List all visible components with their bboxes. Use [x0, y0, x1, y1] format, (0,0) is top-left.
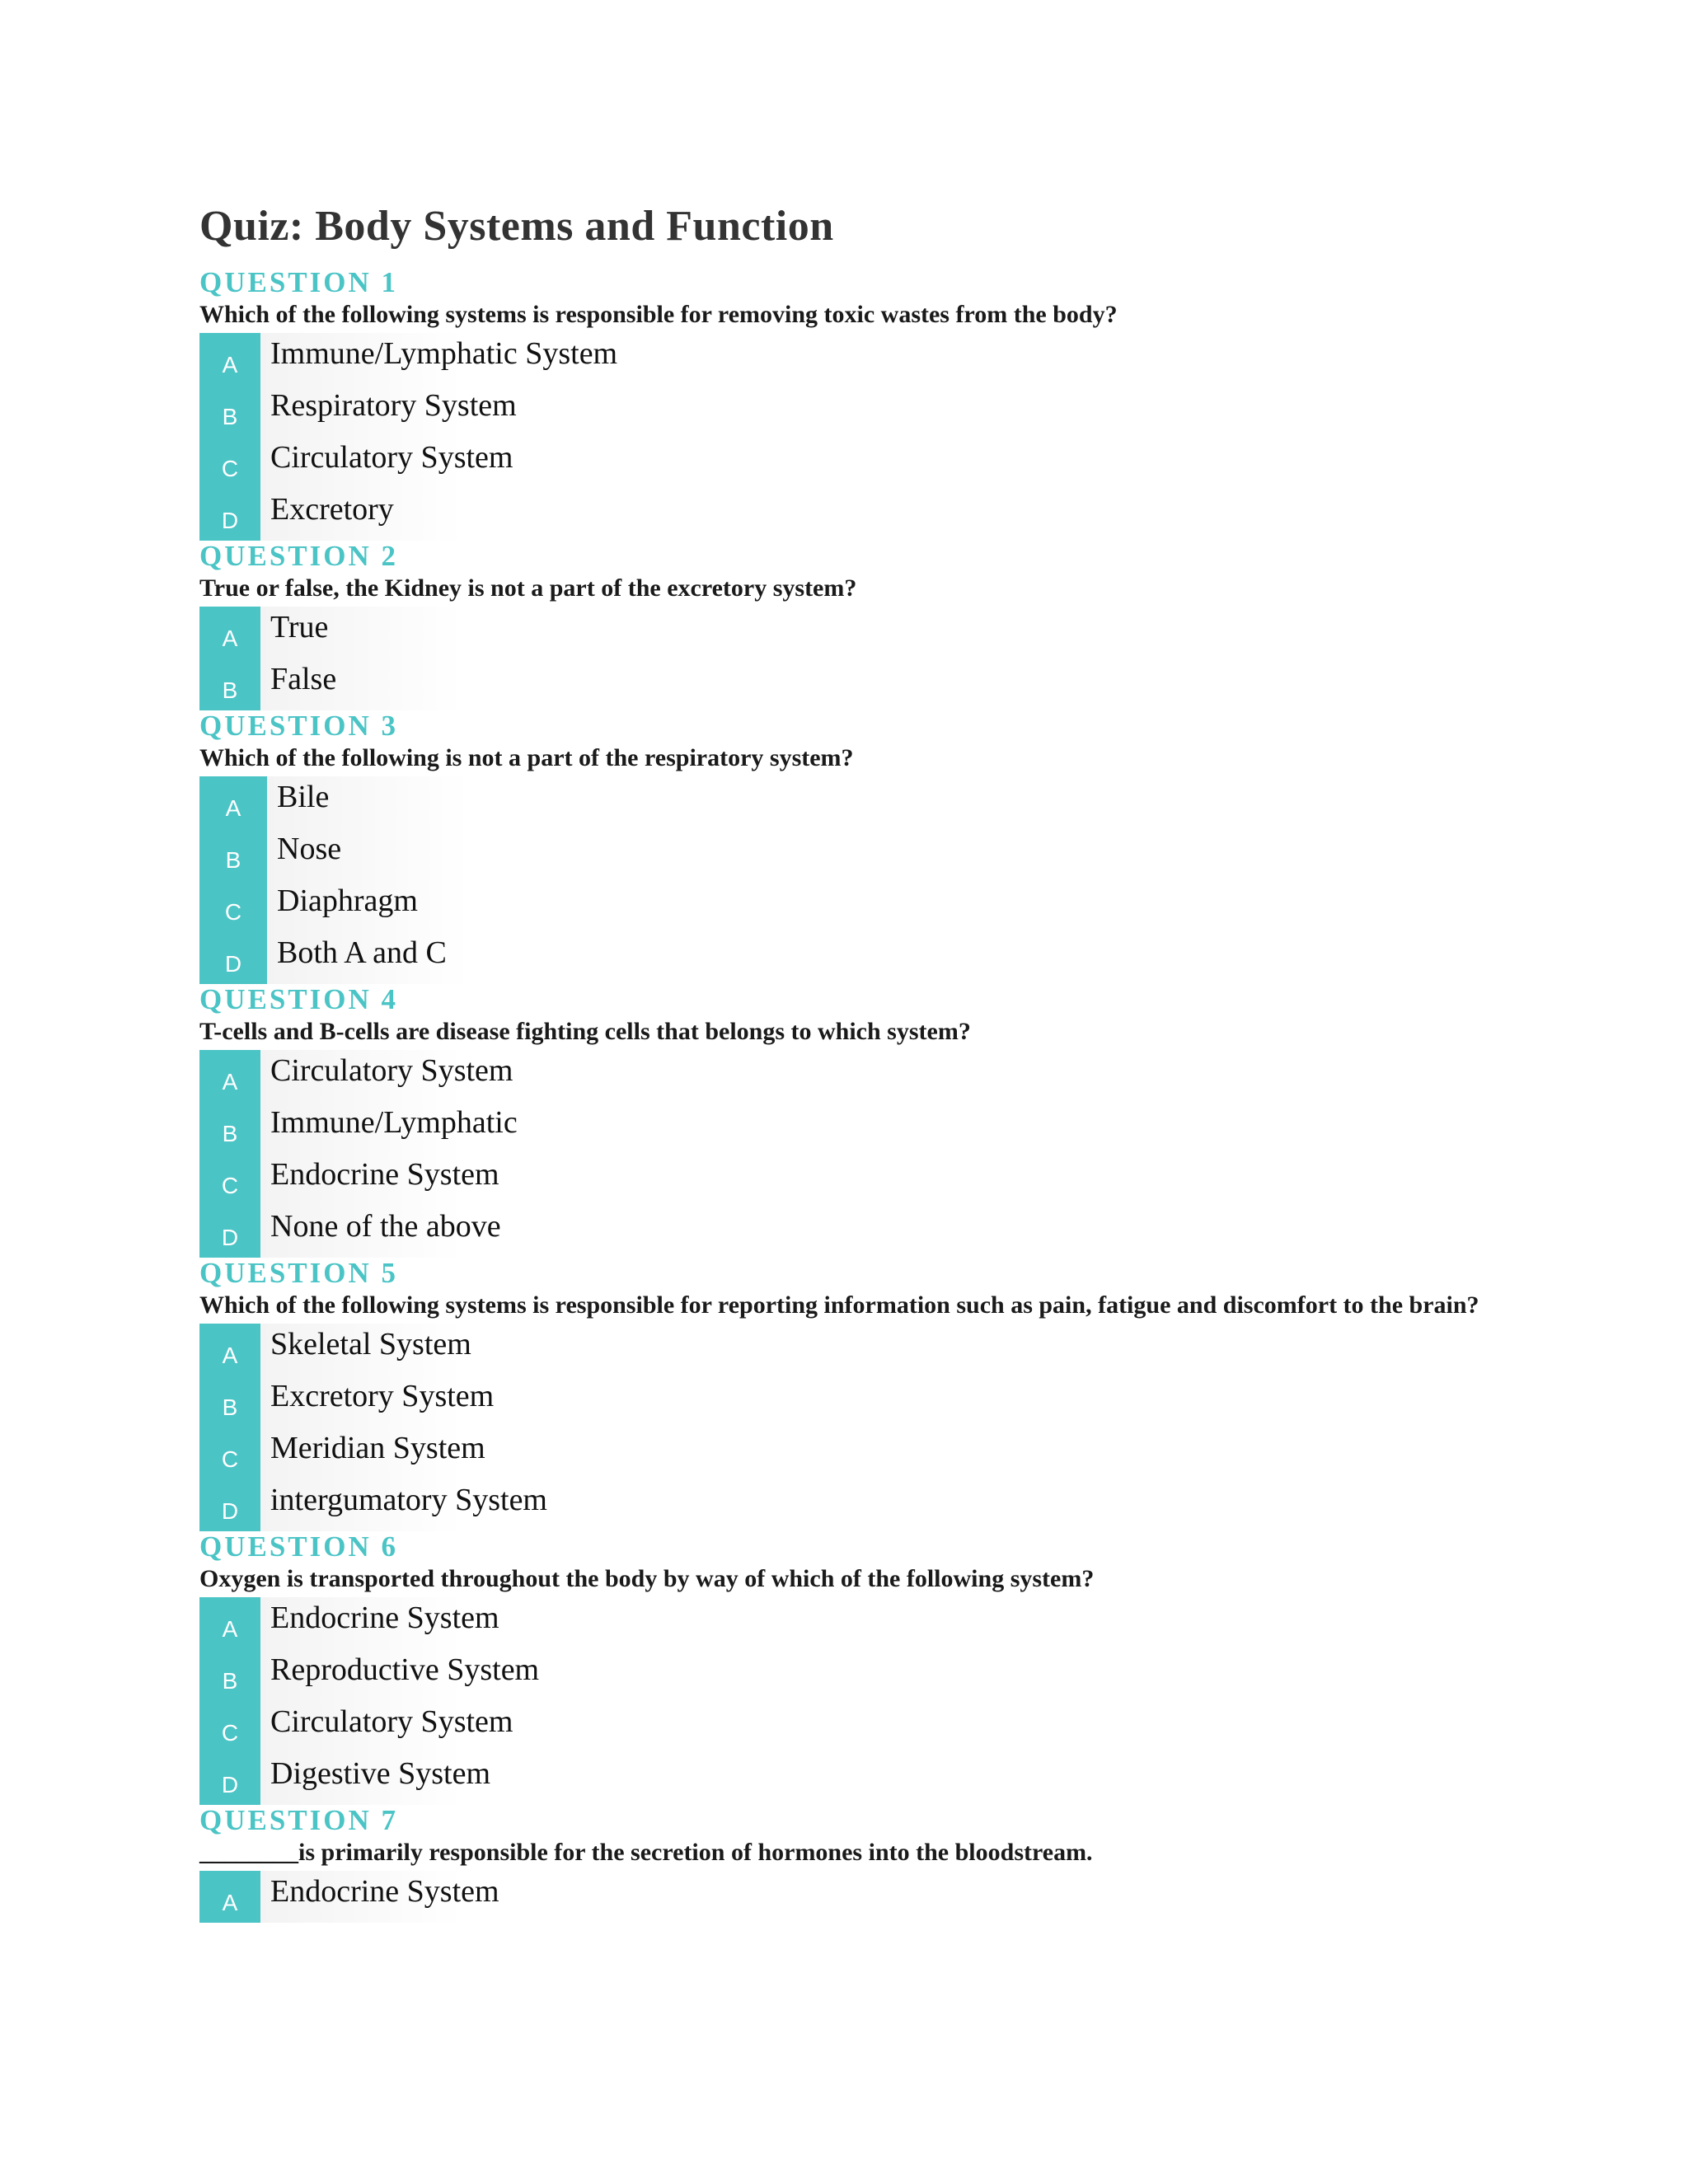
options-list	[199, 333, 1485, 541]
question-heading: QUESTION 3	[199, 710, 399, 742]
option-letter[interactable]: B	[199, 1649, 260, 1701]
options-list	[199, 776, 1485, 984]
question-heading: QUESTION 5	[199, 1257, 399, 1289]
option-letter[interactable]: B	[199, 385, 260, 437]
option-row[interactable]	[199, 658, 1485, 710]
option-text[interactable]: Both A and C	[267, 932, 673, 984]
question-block	[199, 710, 1485, 984]
option-row[interactable]	[199, 1324, 1485, 1376]
option-letter[interactable]: A	[199, 1324, 260, 1376]
option-letter[interactable]: A	[199, 1050, 260, 1102]
option-row[interactable]	[199, 1597, 1485, 1649]
option-text[interactable]: None of the above	[260, 1206, 666, 1258]
option-row[interactable]	[199, 1701, 1485, 1753]
option-letter[interactable]: D	[199, 1753, 260, 1805]
option-letter[interactable]: C	[199, 1154, 260, 1206]
question-block	[199, 984, 1485, 1258]
options-list	[199, 1050, 1485, 1258]
option-letter[interactable]: A	[199, 333, 260, 385]
option-letter[interactable]: A	[199, 1871, 260, 1923]
option-text[interactable]: Diaphragm	[267, 880, 673, 932]
option-text[interactable]: Nose	[267, 828, 673, 880]
option-row[interactable]	[199, 1154, 1485, 1206]
option-text[interactable]: Endocrine System	[260, 1871, 666, 1923]
option-text[interactable]: True	[260, 607, 666, 658]
option-letter[interactable]: B	[199, 828, 267, 880]
option-letter[interactable]: D	[199, 489, 260, 541]
option-row[interactable]	[199, 880, 1485, 932]
question-heading: QUESTION 2	[199, 540, 399, 572]
option-text[interactable]: Excretory	[260, 489, 666, 541]
question-block	[199, 267, 1485, 541]
option-row[interactable]	[199, 1376, 1485, 1427]
option-letter[interactable]: C	[199, 437, 260, 489]
question-heading: QUESTION 7	[199, 1804, 399, 1836]
option-row[interactable]	[199, 1102, 1485, 1154]
option-text[interactable]: Endocrine System	[260, 1597, 666, 1649]
question-heading: QUESTION 6	[199, 1530, 399, 1563]
question-text: T-cells and B-cells are disease fighting cells that belongs to which system?	[199, 1018, 971, 1045]
option-text[interactable]: Bile	[267, 776, 673, 828]
option-text[interactable]: Excretory System	[260, 1376, 666, 1427]
option-letter[interactable]: D	[199, 1206, 260, 1258]
option-row[interactable]	[199, 1753, 1485, 1805]
option-letter[interactable]: B	[199, 1376, 260, 1427]
option-letter[interactable]: D	[199, 1479, 260, 1531]
options-list	[199, 607, 1485, 710]
option-text[interactable]: Skeletal System	[260, 1324, 666, 1376]
option-letter[interactable]: D	[199, 932, 267, 984]
option-text[interactable]: Immune/Lymphatic System	[260, 333, 666, 385]
option-row[interactable]	[199, 1050, 1485, 1102]
option-row[interactable]	[199, 932, 1485, 984]
option-row[interactable]	[199, 333, 1485, 385]
option-text[interactable]: intergumatory System	[260, 1479, 666, 1531]
option-text[interactable]: Meridian System	[260, 1427, 666, 1479]
option-row[interactable]	[199, 1206, 1485, 1258]
option-text[interactable]: Digestive System	[260, 1753, 666, 1805]
option-row[interactable]	[199, 437, 1485, 489]
option-row[interactable]	[199, 1871, 1485, 1923]
question-text: Oxygen is transported throughout the body by way of which of the following system?	[199, 1565, 1095, 1592]
option-letter[interactable]: C	[199, 1427, 260, 1479]
option-text[interactable]: Endocrine System	[260, 1154, 666, 1206]
options-list	[199, 1597, 1485, 1805]
question-text: Which of the following systems is responsible for reporting information such as pain, fatigue and discomfort to the brain?	[199, 1291, 1479, 1319]
option-text[interactable]: Circulatory System	[260, 1701, 666, 1753]
option-row[interactable]	[199, 828, 1485, 880]
option-row[interactable]	[199, 1649, 1485, 1701]
option-letter[interactable]: B	[199, 1102, 260, 1154]
question-text: ________is primarily responsible for the secretion of hormones into the bloodstream.	[199, 1839, 1093, 1866]
option-row[interactable]	[199, 776, 1485, 828]
option-row[interactable]	[199, 1479, 1485, 1531]
option-text[interactable]: Reproductive System	[260, 1649, 666, 1701]
option-letter[interactable]: A	[199, 776, 267, 828]
question-heading: QUESTION 1	[199, 266, 399, 298]
option-text[interactable]: Respiratory System	[260, 385, 666, 437]
option-row[interactable]	[199, 1427, 1485, 1479]
options-list	[199, 1324, 1485, 1531]
question-block	[199, 1805, 1485, 1923]
question-block	[199, 1258, 1485, 1531]
question-text: True or false, the Kidney is not a part of the excretory system?	[199, 574, 857, 602]
question-text: Which of the following is not a part of the respiratory system?	[199, 744, 854, 771]
option-text[interactable]: Circulatory System	[260, 1050, 666, 1102]
options-list	[199, 1871, 1485, 1923]
option-text[interactable]: False	[260, 658, 666, 710]
option-row[interactable]	[199, 385, 1485, 437]
question-block	[199, 1531, 1485, 1805]
quiz-page	[199, 198, 1485, 1923]
question-block	[199, 541, 1485, 710]
page-title: Quiz: Body Systems and Function	[199, 203, 834, 250]
option-text[interactable]: Circulatory System	[260, 437, 666, 489]
option-letter[interactable]: B	[199, 658, 260, 710]
option-text[interactable]: Immune/Lymphatic	[260, 1102, 666, 1154]
question-text: Which of the following systems is responsible for removing toxic wastes from the body?	[199, 301, 1118, 328]
option-letter[interactable]: C	[199, 880, 267, 932]
option-letter[interactable]: A	[199, 1597, 260, 1649]
option-row[interactable]	[199, 607, 1485, 658]
question-heading: QUESTION 4	[199, 983, 399, 1015]
option-letter[interactable]: C	[199, 1701, 260, 1753]
option-row[interactable]	[199, 489, 1485, 541]
option-letter[interactable]: A	[199, 607, 260, 658]
